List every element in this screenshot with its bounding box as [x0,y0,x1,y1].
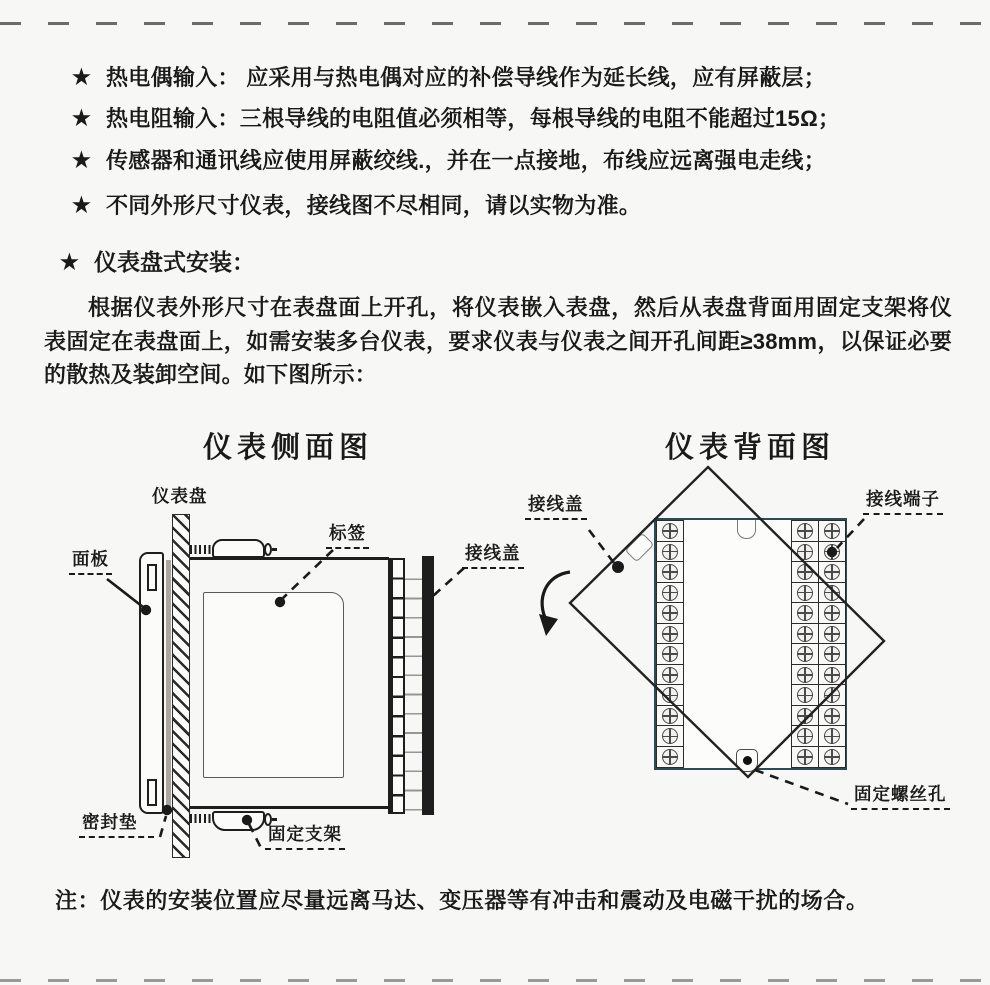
terminal-cell [818,520,846,542]
terminal-cell [818,541,846,563]
footnote: 注：仪表的安装位置应尽量远离马达、变压器等有冲击和震动及电磁干扰的场合。 [55,888,869,913]
terminal-screw-icon [662,564,678,580]
terminal-cell [656,602,684,624]
terminal-screw-icon [662,605,678,621]
bullet-text: 传感器和通讯线应使用屏蔽绞线.，并在一点接地，布线应远离强电走线； [106,148,827,173]
leader-wiring-cover-back [589,530,614,563]
back-view-title: 仪表背面图 [665,432,836,464]
installation-paragraph: 根据仪表外形尺寸在表盘面上开孔，将仪表嵌入表盘，然后从表盘背面用固定支架将仪表固定在表盘面上，如需安装多台仪表，要求仪表与仪表之间开孔间距≥38mm，以保证必要的散热及装卸空间。如下图所示： [44,295,952,387]
leader-dot [612,561,624,573]
wiring-cover-bar [422,556,434,815]
bullet-text: 热电偶输入： 应采用与热电偶对应的补偿导线作为延长线，应有屏蔽层； [106,65,827,90]
terminal-cell [656,541,684,563]
side-view-title: 仪表侧面图 [203,432,374,464]
terminal-column-mid [791,520,819,768]
terminal-screw-icon [797,749,813,765]
label-wiring-cover-side: 接线盖 [462,544,524,569]
terminal-cell [818,684,846,706]
installation-figure [0,420,990,880]
terminal-screw-icon [797,667,813,683]
terminal-cell [656,705,684,727]
terminal-screw-icon [662,544,678,560]
panel-hatched-wall [172,514,190,858]
terminal-screw-icon [824,646,840,662]
terminal-cell [656,664,684,686]
terminal-cell [791,602,819,624]
display-window [203,592,344,778]
leader-front-panel [107,579,143,607]
terminal-screw-icon [662,749,678,765]
star-icon: ★ [72,149,92,172]
bezel-clip [147,779,157,806]
terminal-cell [818,664,846,686]
bullet-rtd [72,106,840,132]
terminal-screw-icon [797,605,813,621]
terminal-screw-icon [824,564,840,580]
terminal-cell [656,582,684,604]
case-bottom-edge [190,806,389,809]
terminal-screw-icon [797,708,813,724]
top-screw-hole [737,520,756,539]
leader-wiring-cover-side [433,568,464,596]
terminal-cell [656,520,684,542]
fixing-bracket-top [212,539,265,558]
terminal-screw-icon [824,626,840,642]
terminal-cell [656,746,684,768]
terminal-screw-icon [824,585,840,601]
bullet-text: 不同外形尺寸仪表，接线图不尽相同，请以实物为准。 [106,193,642,218]
screw-slot-icon [272,818,277,821]
terminal-cell [656,623,684,645]
label-front-panel: 面板 [69,550,112,575]
label-wiring-cover-back: 接线盖 [525,495,587,520]
leader-screw-hole [755,770,848,804]
terminal-cell [791,623,819,645]
terminal-screw-icon [797,626,813,642]
terminal-column-right [818,520,846,768]
bullet-thermocouple [72,65,826,91]
star-icon: ★ [72,66,92,89]
terminal-cell [791,664,819,686]
star-icon: ★ [72,107,92,130]
front-bezel [139,552,164,814]
terminal-screw-icon [662,687,678,703]
terminal-screw-icon [797,687,813,703]
top-dashed-divider [0,22,990,25]
label-screw-hole: 固定螺丝孔 [851,785,950,810]
label-fixing-bracket: 固定支架 [265,825,345,850]
terminal-cell [818,643,846,665]
cover-clip-tab [625,533,655,563]
screw-slot-icon [272,548,277,551]
terminal-screw-icon [662,728,678,744]
terminal-cell [818,746,846,768]
terminal-cell [791,582,819,604]
label-terminal: 接线端子 [863,490,943,515]
star-icon: ★ [72,194,92,217]
bullet-text: 热电阻输入：三根导线的电阻值必须相等，每根导线的电阻不能超过15Ω； [106,106,841,131]
bezel-clip [147,564,157,591]
terminal-cell [656,725,684,747]
terminal-screw-icon [662,646,678,662]
gasket-strip [166,560,171,809]
terminal-screw-icon [824,749,840,765]
terminal-screw-icon [797,585,813,601]
section-title: 仪表盘式安装： [94,249,255,275]
terminal-screw-icon [797,523,813,539]
terminal-cell [791,520,819,542]
terminal-cell [818,602,846,624]
spring-icon [190,814,212,823]
terminal-screw-icon [824,687,840,703]
terminal-screw-icon [824,523,840,539]
leader-gasket [160,816,166,837]
terminal-cell [818,582,846,604]
star-icon: ★ [60,251,79,274]
terminal-cell [656,684,684,706]
terminal-screw-icon [824,544,840,560]
terminal-cell [791,684,819,706]
terminal-cell [791,643,819,665]
rotate-arrowhead [539,614,558,636]
terminal-screw-icon [824,708,840,724]
label-sticker: 标签 [326,524,369,549]
terminal-screw-icon [797,646,813,662]
bottom-dashed-divider [0,979,990,982]
screw-head-icon [264,543,272,556]
label-gasket: 密封垫 [79,813,154,838]
bullet-dimensions [72,193,641,219]
screw-hole-dot [743,756,752,765]
terminal-cell [791,725,819,747]
terminal-cell [656,643,684,665]
terminal-screw-icon [662,708,678,724]
terminal-cell [791,746,819,768]
terminal-screw-icon [662,585,678,601]
terminal-cell [791,705,819,727]
terminal-block-side [388,558,405,814]
fixing-screw-hole [736,749,758,772]
terminal-screw-icon [662,626,678,642]
terminal-screw-icon [824,728,840,744]
fixing-bracket-bottom [212,811,265,831]
terminal-cell [818,725,846,747]
bullet-shielding [72,148,826,174]
terminal-cell [791,541,819,563]
terminal-column-left [656,520,684,768]
terminal-screw-icon [662,523,678,539]
terminal-cell [656,561,684,583]
terminal-screw-icon [824,605,840,621]
terminal-screw-icon [797,564,813,580]
terminal-cell [791,561,819,583]
terminal-block-fins [405,561,422,811]
terminal-screw-icon [797,728,813,744]
label-instrument-panel: 仪表盘 [152,486,208,506]
terminal-cell [818,705,846,727]
spring-icon [190,545,212,554]
section-panel-mount [60,249,255,276]
terminal-cell [818,623,846,645]
terminal-screw-icon [797,544,813,560]
terminal-screw-icon [662,667,678,683]
rotate-arrow [542,572,570,622]
terminal-screw-icon [824,667,840,683]
terminal-cell [818,561,846,583]
